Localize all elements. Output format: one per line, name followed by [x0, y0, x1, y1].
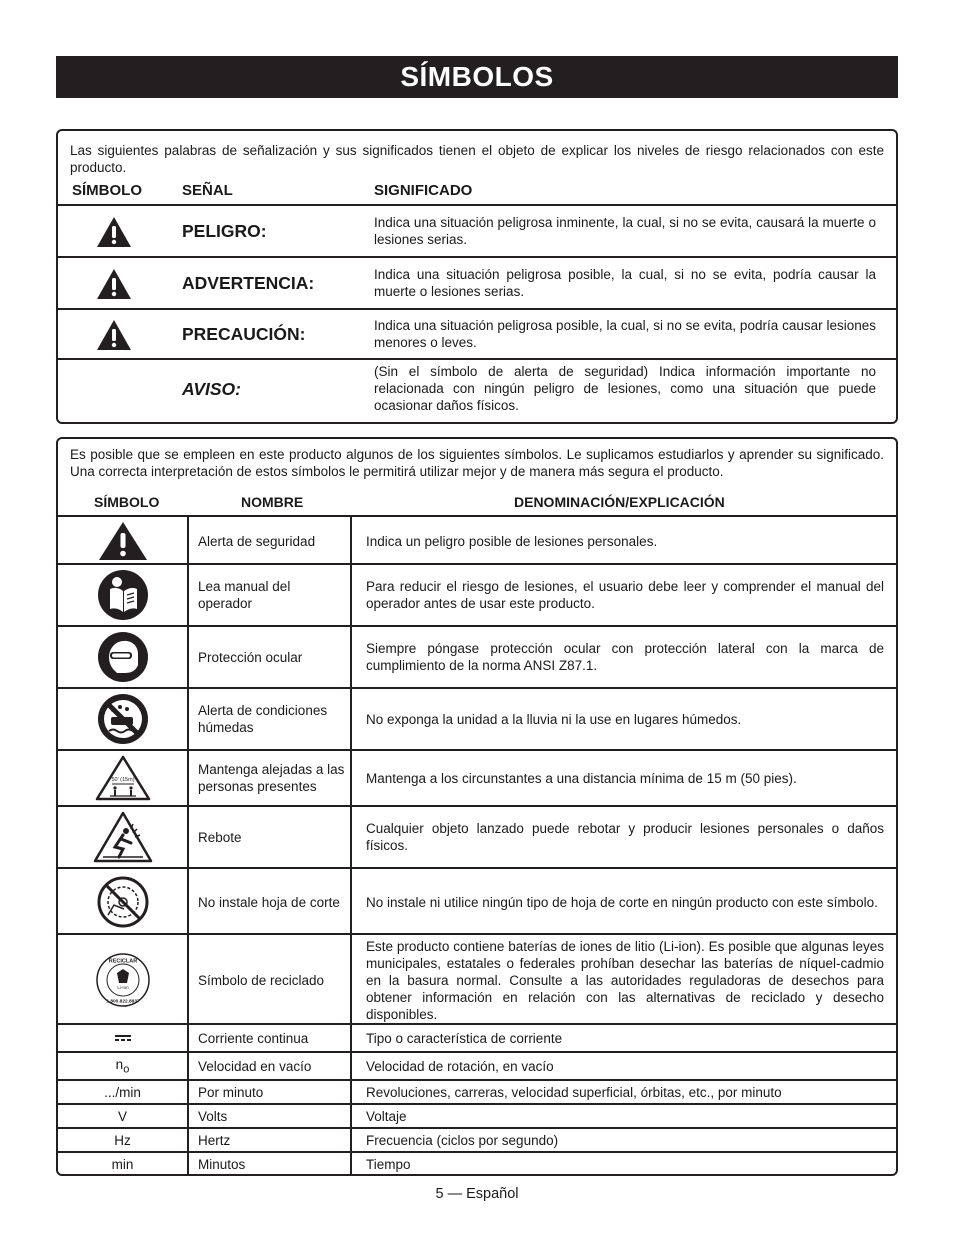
signal-name: AVISO:: [182, 379, 241, 399]
symbol-description: No instale ni utilice ningún tipo de hoja de corte en ningún producto con este símbolo.: [366, 894, 878, 910]
symbols-panel: [56, 437, 898, 1176]
signal-description: (Sin el símbolo de alerta de seguridad) Indica información importante no relacionada con ningún peligro de lesiones, como una situación que puede ocasionar daños físicos.: [374, 364, 876, 413]
signal-intro: Las siguientes palabras de señalización y sus significados tienen el objeto de explicar los niveles de riesgo relacionados con este producto.: [70, 143, 884, 175]
symbol-name: Lea manual del operador: [198, 579, 291, 611]
symbol-row: [58, 515, 896, 565]
symbol-name: Símbolo de reciclado: [198, 972, 325, 988]
symbol-name: Hertz: [198, 1132, 231, 1148]
svg-text:RECICLAR: RECICLAR: [108, 958, 137, 965]
symbol-row: [58, 749, 896, 805]
symbol-name: Protección ocular: [198, 649, 303, 665]
symbol-description: Este producto contiene baterías de iones de litio (Li-ion). Es posible que algunas leyes municipales, estatales o federales prohíban desechar las baterías de níquel-cadmio en la basura normal. Consulte a las autoridades reguladoras de desechos para obtener información en relación con las alternativas de reciclado y desecho disponibles.: [366, 938, 884, 1022]
symbol-name: Rebote: [198, 829, 242, 845]
symbol-name: Por minuto: [198, 1084, 264, 1100]
symbol-row: [58, 1151, 896, 1176]
symbol-name: Mantenga alejadas a las personas presentes: [198, 762, 345, 794]
symbol-description: Indica un peligro posible de lesiones personales.: [366, 533, 658, 549]
signal-row-peligro: [58, 204, 896, 256]
wet-conditions-icon: [97, 693, 149, 745]
symbol-description: Tiempo: [366, 1157, 411, 1172]
signal-description: Indica una situación peligrosa posible, la cual, si no se evita, podría causar lesiones menores o leves.: [374, 318, 876, 350]
symbol-name: Minutos: [198, 1157, 246, 1172]
col-header-description: DENOMINACIÓN/EXPLICACIÓN: [514, 494, 725, 510]
symbol-row: [58, 1127, 896, 1151]
signal-row-precaucion: [58, 308, 896, 358]
warning-triangle-icon: [96, 216, 132, 248]
symbol-description: No exponga la unidad a la lluvia ni la use en lugares húmedos.: [366, 711, 742, 727]
direct-current-icon: [114, 1034, 132, 1042]
symbol-row: [58, 1103, 896, 1127]
symbol-name: Volts: [198, 1108, 228, 1124]
symbol-text: V: [117, 1108, 127, 1124]
warning-triangle-icon: [96, 268, 132, 300]
symbol-row: [58, 1023, 896, 1051]
signal-description: Indica una situación peligrosa posible, la cual, si no se evita, podría causar la muerte o lesiones serias.: [374, 267, 876, 299]
symbol-description: Frecuencia (ciclos por segundo): [366, 1132, 559, 1148]
symbol-text: $n_o$: [115, 1056, 130, 1076]
symbols-intro: Es posible que se empleen en este producto algunos de los siguientes símbolos. Le suplicamos estudiarlos y aprender su significado. Una correcta interpretación de estos símbolos le permitirá utilizar mejor y de manera más segura el producto.: [70, 447, 884, 479]
signal-description: Indica una situación peligrosa inminente, la cual, si no se evita, causará la muerte o lesiones serias.: [374, 215, 876, 247]
symbol-row: [58, 1079, 896, 1103]
keep-bystanders-away-icon: [95, 755, 151, 801]
col-header-name: NOMBRE: [241, 494, 304, 510]
signal-name: PELIGRO:: [182, 221, 267, 241]
symbol-description: Siempre póngase protección ocular con protección lateral con la marca de cumplimiento de la norma ANSI Z87.1.: [366, 641, 884, 673]
read-manual-icon: [97, 569, 149, 621]
recycle-seal-icon: [95, 952, 151, 1008]
symbol-name: Corriente continua: [198, 1030, 309, 1046]
col-header-symbol: SÍMBOLO: [94, 494, 160, 510]
bystander-sign-text: 50' (15m): [110, 777, 135, 783]
safety-alert-icon: [98, 521, 148, 561]
symbol-description: Voltaje: [366, 1108, 407, 1124]
symbol-row: [58, 687, 896, 749]
symbol-row: [58, 625, 896, 687]
symbol-row: [58, 563, 896, 625]
page-title: SÍMBOLOS: [56, 56, 898, 98]
svg-text:Li-Ion: Li-Ion: [116, 985, 129, 990]
symbol-row: [58, 805, 896, 867]
symbol-description: Tipo o característica de corriente: [366, 1030, 563, 1046]
signal-name: ADVERTENCIA:: [182, 273, 315, 293]
symbol-description: Revoluciones, carreras, velocidad superficial, órbitas, etc., por minuto: [366, 1084, 782, 1100]
signal-row-aviso: [58, 358, 896, 424]
symbol-text: Hz: [114, 1132, 131, 1148]
symbol-description: Mantenga a los circunstantes a una distancia mínima de 15 m (50 pies).: [366, 770, 797, 786]
page-footer: 5 — Español: [435, 1186, 519, 1202]
col-header-signal: SEÑAL: [182, 182, 233, 199]
col-header-symbol: SÍMBOLO: [72, 182, 142, 199]
symbol-text: min: [111, 1157, 134, 1172]
symbol-name: Alerta de seguridad: [198, 533, 316, 549]
signal-row-advertencia: [58, 256, 896, 308]
symbol-row: [58, 1051, 896, 1079]
svg-text:1.800.822.8837: 1.800.822.8837: [105, 999, 140, 1005]
symbol-text: .../min: [104, 1084, 141, 1100]
no-blade-icon: [96, 875, 150, 929]
col-header-meaning: SIGNIFICADO: [374, 182, 473, 199]
ricochet-icon: [93, 811, 153, 863]
eye-protection-icon: [97, 631, 149, 683]
symbol-row: [58, 933, 896, 1025]
symbol-name: No instale hoja de corte: [198, 894, 340, 910]
symbol-description: Para reducir el riesgo de lesiones, el usuario debe leer y comprender el manual del operador antes de usar este producto.: [366, 579, 884, 611]
signal-words-panel: [56, 129, 898, 424]
symbol-name: Velocidad en vacío: [198, 1058, 312, 1074]
warning-triangle-icon: [96, 319, 132, 351]
symbol-description: Velocidad de rotación, en vacío: [366, 1058, 554, 1074]
signal-name: PRECAUCIÓN:: [182, 324, 306, 344]
symbol-row: [58, 867, 896, 935]
symbol-name: Alerta de condiciones húmedas: [198, 703, 328, 735]
symbol-description: Cualquier objeto lanzado puede rebotar y producir lesiones personales o daños físicos.: [366, 821, 884, 853]
